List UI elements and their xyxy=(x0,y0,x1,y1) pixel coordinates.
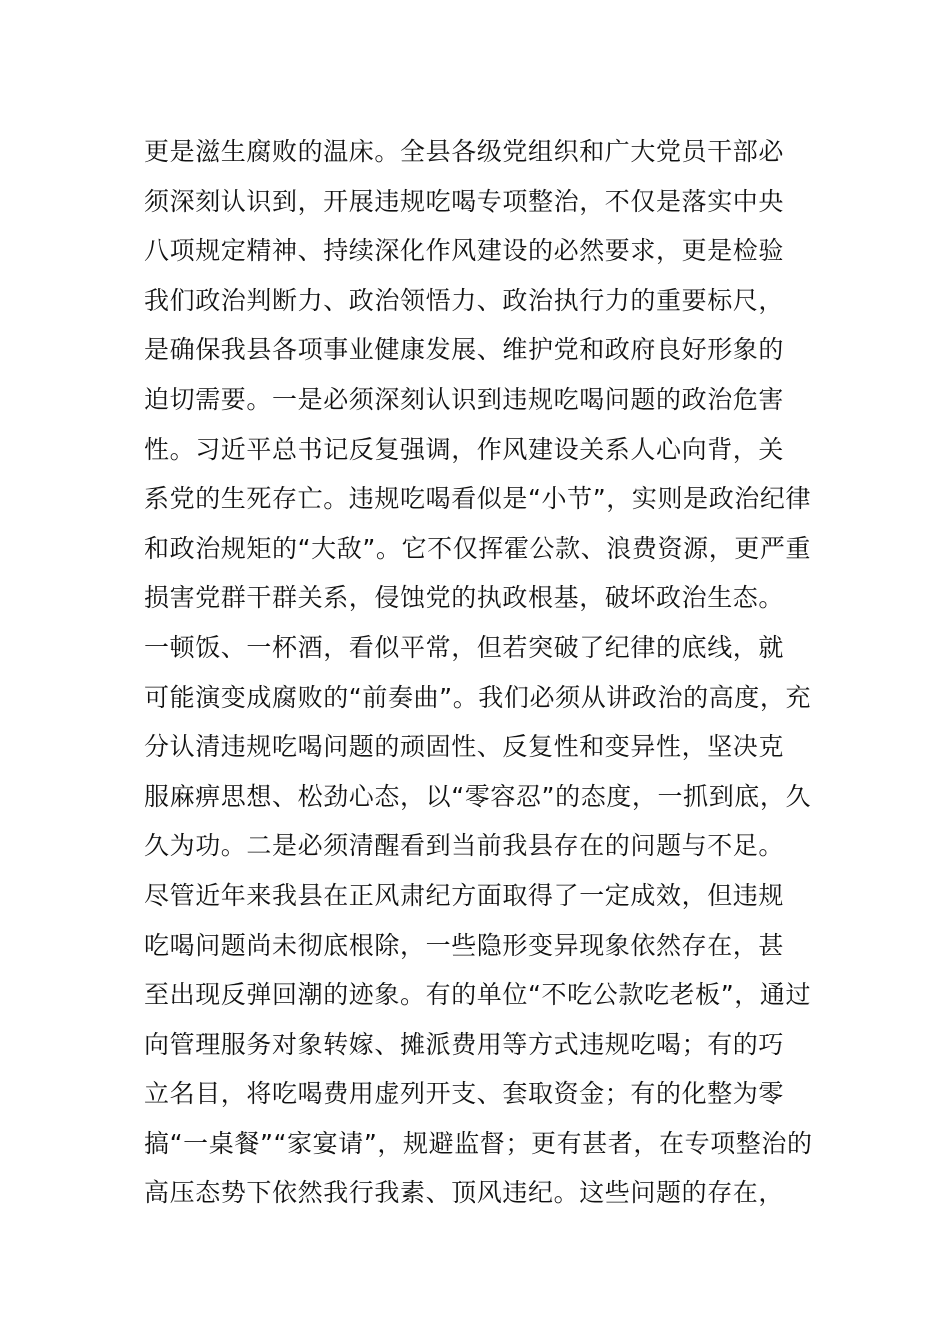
text-line: 迫切需要。一是必须深刻认识到违规吃喝问题的政治危害 xyxy=(144,384,785,414)
text-line: 尽管近年来我县在正风肃纪方面取得了一定成效，但违规 xyxy=(144,880,785,910)
text-line: 我们政治判断力、政治领悟力、政治执行力的重要标尺， xyxy=(144,285,785,315)
text-line: 搞“一桌餐”“家宴请”，规避监督；更有甚者，在专项整治的 xyxy=(144,1128,813,1158)
text-line: 更是滋生腐败的温床。全县各级党组织和广大党员干部必 xyxy=(144,137,785,166)
text-line: 久为功。二是必须清醒看到当前我县存在的问题与不足。 xyxy=(144,831,785,861)
text-line: 八项规定精神、持续深化作风建设的必然要求，更是检验 xyxy=(144,236,785,266)
text-line: 损害党群干群关系，侵蚀党的执政根基，破坏政治生态。 xyxy=(144,583,785,613)
text-line: 至出现反弹回潮的迹象。有的单位“不吃公款吃老板”，通过 xyxy=(144,980,812,1010)
text-line: 是确保我县各项事业健康发展、维护党和政府良好形象的 xyxy=(144,335,785,365)
text-line: 一顿饭、一杯酒，看似平常，但若突破了纪律的底线，就 xyxy=(144,632,785,662)
text-line: 和政治规矩的“大敌”。它不仅挥霍公款、浪费资源，更严重 xyxy=(144,533,812,563)
text-line: 向管理服务对象转嫁、摊派费用等方式违规吃喝；有的巧 xyxy=(144,1029,785,1059)
text-line: 吃喝问题尚未彻底根除，一些隐形变异现象依然存在，甚 xyxy=(144,930,785,960)
text-line: 系党的生死存亡。违规吃喝看似是“小节”，实则是政治纪律 xyxy=(144,484,812,514)
text-line: 须深刻认识到，开展违规吃喝专项整治，不仅是落实中央 xyxy=(144,186,785,216)
text-line: 服麻痹思想、松劲心态，以“零容忍”的态度，一抓到底，久 xyxy=(144,781,812,811)
body-text xyxy=(144,127,814,1218)
text-line: 可能演变成腐败的“前奏曲”。我们必须从讲政治的高度，充 xyxy=(144,682,812,712)
text-line: 高压态势下依然我行我素、顶风违纪。这些问题的存在， xyxy=(144,1178,785,1208)
text-line: 立名目，将吃喝费用虚列开支、套取资金；有的化整为零 xyxy=(144,1079,785,1109)
text-line: 分认清违规吃喝问题的顽固性、反复性和变异性，坚决克 xyxy=(144,732,785,762)
text-line: 性。习近平总书记反复强调，作风建设关系人心向背，关 xyxy=(144,434,785,464)
